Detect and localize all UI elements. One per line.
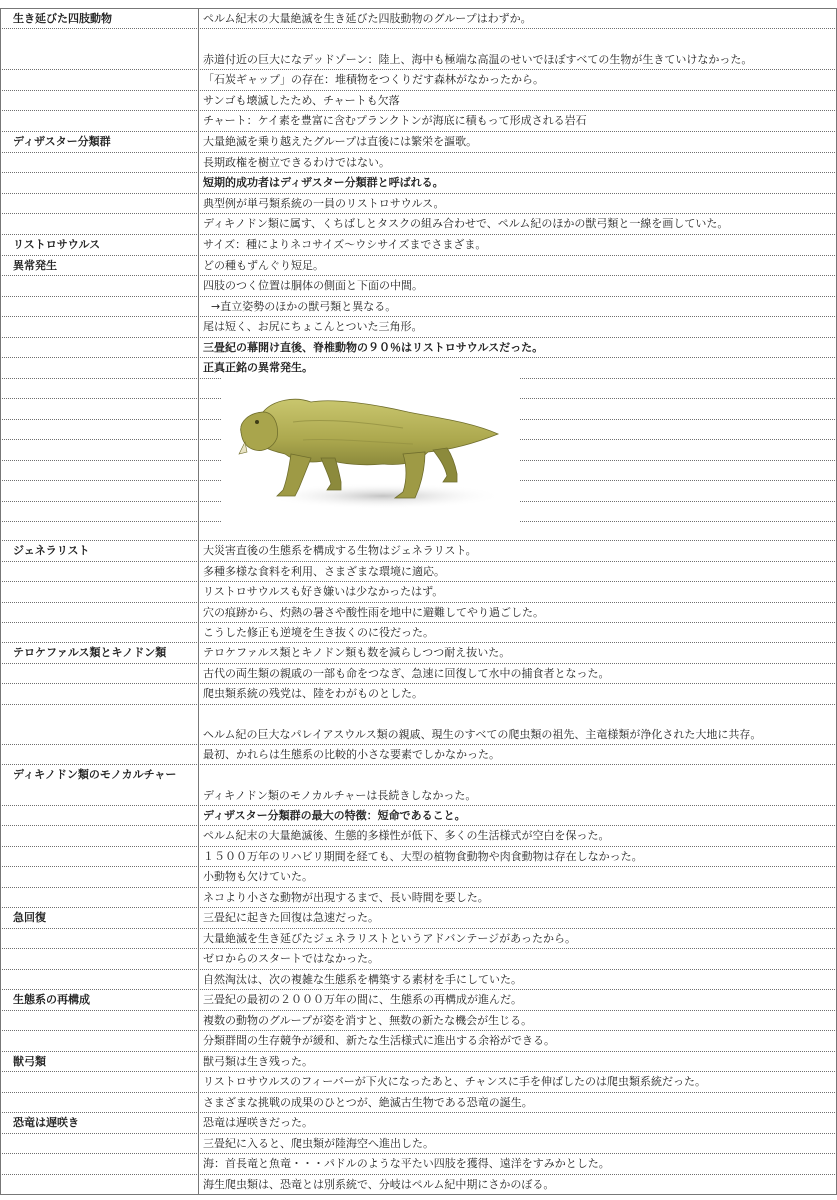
section-heading[interactable]: ディザスター分類群: [0, 132, 199, 152]
section-heading[interactable]: [0, 111, 199, 131]
note-cell[interactable]: 正真正銘の異常発生。: [199, 358, 837, 378]
table-row: [0, 214, 837, 235]
table-row: [0, 623, 837, 643]
empty-cell[interactable]: [0, 481, 199, 501]
section-heading[interactable]: [0, 949, 199, 969]
table-row: [0, 908, 837, 929]
note-cell[interactable]: 短期的成功者はディザスター分類群と呼ばれる。: [199, 173, 837, 193]
note-cell[interactable]: 長期政権を樹立できるわけではない。: [199, 153, 837, 172]
table-row: [0, 643, 837, 664]
section-heading[interactable]: [0, 929, 199, 948]
table-row: [0, 8, 837, 29]
section-heading[interactable]: [0, 684, 199, 704]
table-row: [0, 29, 837, 70]
note-cell[interactable]: 海生爬虫類は、恐竜とは別系統で、分岐はペルム紀中期にさかのぼる。: [199, 1175, 837, 1194]
note-cell[interactable]: 穴の痕跡から、灼熱の暑さや酸性雨を地中に避難してやり過ごした。: [199, 603, 837, 622]
table-row: [0, 91, 837, 111]
table-row: [0, 990, 837, 1011]
note-text: ディキノドン類のモノカルチャーは長続きしなかった。: [203, 789, 477, 802]
note-cell[interactable]: どの種もずんぐり短足。: [199, 256, 837, 275]
note-cell[interactable]: 三畳紀の幕開け直後、脊椎動物の９０％はリストロサウルスだった。: [199, 338, 837, 357]
section-heading[interactable]: [0, 1093, 199, 1112]
section-heading[interactable]: 異常発生: [0, 256, 199, 275]
table-row: [0, 664, 837, 684]
table-row: [0, 745, 837, 765]
section-heading[interactable]: [0, 317, 199, 337]
table-row: [0, 1175, 837, 1195]
table-row: [0, 276, 837, 297]
note-cell[interactable]: ディキノドン類に属す、くちばしとタスクの組み合わせで、ペルム紀のほかの獣弓類と一線を画していた。: [199, 214, 837, 234]
note-cell[interactable]: 爬虫類系統の残党は、陸をわがものとした。: [199, 684, 837, 704]
table-row: [0, 847, 837, 867]
note-cell[interactable]: [199, 29, 837, 69]
note-cell[interactable]: ディザスター分類群の最大の特徴：短命であること。: [199, 806, 837, 825]
note-cell[interactable]: リストロサウルスのフィーバーが下火になったあと、チャンスに手を伸ばしたのは爬虫類系統だった。: [199, 1072, 837, 1092]
note-cell[interactable]: 大量絶滅を生き延びたジェネラリストというアドバンテージがあったから。: [199, 929, 837, 948]
section-heading[interactable]: [0, 1011, 199, 1030]
empty-cell[interactable]: [0, 420, 199, 439]
note-cell[interactable]: 三畳紀に入ると、爬虫類が陸海空へ進出した。: [199, 1134, 837, 1153]
section-heading[interactable]: [0, 745, 199, 764]
table-row: [0, 684, 837, 705]
table-row: [0, 582, 837, 603]
empty-cell[interactable]: [0, 502, 199, 521]
section-heading[interactable]: ディキノドン類のモノカルチャー: [0, 765, 199, 805]
section-heading[interactable]: [0, 214, 199, 234]
table-row: [0, 338, 837, 358]
note-cell[interactable]: 自然淘汰は、次の複雑な生態系を構築する素材を手にしていた。: [199, 970, 837, 989]
table-row: [0, 949, 837, 970]
hind-leg-far: [433, 448, 457, 482]
note-cell[interactable]: １５００万年のリハビリ期間を経ても、大型の植物食動物や肉食動物は存在しなかった。: [199, 847, 837, 866]
section-heading[interactable]: [0, 173, 199, 193]
section-heading[interactable]: [0, 91, 199, 110]
table-row: [0, 111, 837, 132]
section-heading[interactable]: [0, 623, 199, 642]
lystrosaurus-illustration[interactable]: [233, 392, 503, 510]
table-row: [0, 603, 837, 623]
section-heading[interactable]: [0, 70, 199, 90]
section-heading[interactable]: [0, 847, 199, 866]
note-cell[interactable]: 四肢のつく位置は胴体の側面と下面の中間。: [199, 276, 837, 296]
note-cell[interactable]: 「石炭ギャップ」の存在：堆積物をつくりだす森林がなかったから。: [199, 70, 837, 90]
section-heading[interactable]: [0, 1154, 199, 1174]
table-row: [0, 970, 837, 990]
table-row: [0, 1113, 837, 1134]
note-cell[interactable]: サンゴも壊滅したため、チャートも欠落: [199, 91, 837, 110]
table-row: [0, 888, 837, 908]
section-heading[interactable]: [0, 297, 199, 316]
empty-cell[interactable]: [0, 379, 199, 398]
table-row: [0, 705, 837, 745]
table-row: [0, 1052, 837, 1072]
table-row: [0, 765, 837, 806]
section-heading[interactable]: [0, 194, 199, 213]
empty-cell[interactable]: [0, 440, 199, 460]
body: [241, 399, 498, 465]
note-cell[interactable]: 小動物も欠けていた。: [199, 867, 837, 887]
table-row: [0, 1154, 837, 1175]
section-heading[interactable]: [0, 705, 199, 744]
empty-cell[interactable]: [0, 522, 199, 540]
empty-cell[interactable]: [0, 399, 199, 419]
section-heading[interactable]: [0, 358, 199, 378]
section-heading[interactable]: ジェネラリスト: [0, 541, 199, 561]
note-cell[interactable]: [199, 705, 837, 744]
head-detail: [241, 412, 278, 451]
table-row: [0, 132, 837, 153]
note-cell[interactable]: テロケファルス類とキノドン類も数を減らしつつ耐え抜いた。: [199, 643, 837, 663]
note-cell[interactable]: 三畳紀に起きた回復は急速だった。: [199, 908, 837, 928]
section-heading[interactable]: [0, 29, 199, 69]
table-row: [0, 1093, 837, 1113]
table-row: [0, 541, 837, 562]
note-cell[interactable]: さまざまな挑戦の成果のひとつが、絶滅古生物である恐竜の誕生。: [199, 1093, 837, 1112]
note-cell[interactable]: ゼロからのスタートではなかった。: [199, 949, 837, 969]
table-row: [0, 235, 837, 256]
section-heading[interactable]: [0, 603, 199, 622]
note-cell[interactable]: ネコより小さな動物が出現するまで、長い時間を要した。: [199, 888, 837, 907]
section-heading[interactable]: 生態系の再構成: [0, 990, 199, 1010]
note-cell[interactable]: 恐竜は遅咲きだった。: [199, 1113, 837, 1133]
section-heading[interactable]: [0, 1175, 199, 1194]
section-heading[interactable]: [0, 338, 199, 357]
note-cell[interactable]: [199, 765, 837, 805]
table-row: [0, 317, 837, 338]
note-cell[interactable]: リストロサウルスも好き嫌いは少なかったはず。: [199, 582, 837, 602]
section-heading[interactable]: 獣弓類: [0, 1052, 199, 1071]
note-cell[interactable]: こうした修正も逆境を生き抜くのに役だった。: [199, 623, 837, 642]
note-cell[interactable]: 分類群間の生存競争が緩和、新たな生活様式に進出する余裕ができる。: [199, 1031, 837, 1051]
note-text: ヘルム紀の巨大なパレイアスウルス類の親戚、現生のすべての爬虫類の祖先、主竜様類が浄化された大地に共存。: [203, 728, 762, 741]
table-row: [0, 929, 837, 949]
section-heading[interactable]: [0, 1134, 199, 1153]
table-row: [0, 1031, 837, 1052]
table-row: [0, 358, 837, 379]
section-heading[interactable]: 生き延びた四肢動物: [0, 9, 199, 28]
section-heading[interactable]: 恐竜は遅咲き: [0, 1113, 199, 1133]
table-row: [0, 1072, 837, 1093]
section-heading[interactable]: [0, 1072, 199, 1092]
section-heading[interactable]: リストロサウルス: [0, 235, 199, 255]
section-heading[interactable]: 急回復: [0, 908, 199, 928]
note-cell[interactable]: 獣弓類は生き残った。: [199, 1052, 837, 1071]
table-row: [0, 70, 837, 91]
section-heading[interactable]: [0, 1031, 199, 1051]
table-row: [0, 806, 837, 826]
table-row: [0, 297, 837, 317]
table-row: [0, 826, 837, 847]
note-cell[interactable]: 複数の動物のグループが姿を消すと、無数の新たな機会が生じる。: [199, 1011, 837, 1030]
section-heading[interactable]: [0, 562, 199, 581]
table-row: [0, 153, 837, 173]
table-row: [0, 867, 837, 888]
note-cell[interactable]: →直立姿勢のほかの獣弓類と異なる。: [199, 297, 837, 316]
section-heading[interactable]: [0, 153, 199, 172]
note-cell[interactable]: ペルム紀末の大量絶滅を生き延びた四肢動物のグループはわずか。: [199, 9, 837, 28]
section-heading[interactable]: [0, 806, 199, 825]
table-row: [0, 1011, 837, 1031]
table-row: [0, 562, 837, 582]
section-heading[interactable]: [0, 276, 199, 296]
note-cell[interactable]: 大災害直後の生態系を構成する生物はジェネラリスト。: [199, 541, 837, 561]
section-heading[interactable]: [0, 888, 199, 907]
note-cell[interactable]: 三畳紀の最初の２０００万年の間に、生態系の再構成が進んだ。: [199, 990, 837, 1010]
note-cell[interactable]: 典型例が単弓類系統の一員のリストロサウルス。: [199, 194, 837, 213]
section-heading[interactable]: [0, 970, 199, 989]
note-cell[interactable]: 多種多様な食料を利用、さまざまな環境に適応。: [199, 562, 837, 581]
section-heading[interactable]: [0, 826, 199, 846]
eye: [255, 420, 259, 424]
section-heading[interactable]: [0, 582, 199, 602]
table-row: [0, 1134, 837, 1154]
section-heading[interactable]: テロケファルス類とキノドン類: [0, 643, 199, 663]
note-cell[interactable]: 古代の両生類の親戚の一部も命をつなぎ、急速に回復して水中の捕食者となった。: [199, 664, 837, 683]
table-row: [0, 173, 837, 194]
note-cell[interactable]: 尾は短く、お尻にちょこんとついた三角形。: [199, 317, 837, 337]
note-cell[interactable]: 海：首長竜と魚竜・・・パドルのような平たい四肢を獲得、遠洋をすみかとした。: [199, 1154, 837, 1174]
note-cell[interactable]: 最初、かれらは生態系の比較的小さな要素でしかなかった。: [199, 745, 837, 764]
note-cell[interactable]: チャート：ケイ素を豊富に含むプランクトンが海底に積もって形成される岩石: [199, 111, 837, 131]
note-cell[interactable]: サイズ：種によりネコサイズ～ウシサイズまでさまざま。: [199, 235, 837, 255]
note-cell[interactable]: 大量絶滅を乗り越えたグループは直後には繁栄を謳歌。: [199, 132, 837, 152]
section-heading[interactable]: [0, 867, 199, 887]
note-cell[interactable]: ペルム紀末の大量絶滅後、生態的多様性が低下、多くの生活様式が空白を保った。: [199, 826, 837, 846]
note-text: 赤道付近の巨大になデッドゾーン：陸上、海中も極端な高温のせいでほぼすべての生物が生きていけなかった。: [203, 53, 753, 66]
table-row: [0, 194, 837, 214]
table-row: [0, 256, 837, 276]
empty-cell[interactable]: [0, 461, 199, 480]
section-heading[interactable]: [0, 664, 199, 683]
